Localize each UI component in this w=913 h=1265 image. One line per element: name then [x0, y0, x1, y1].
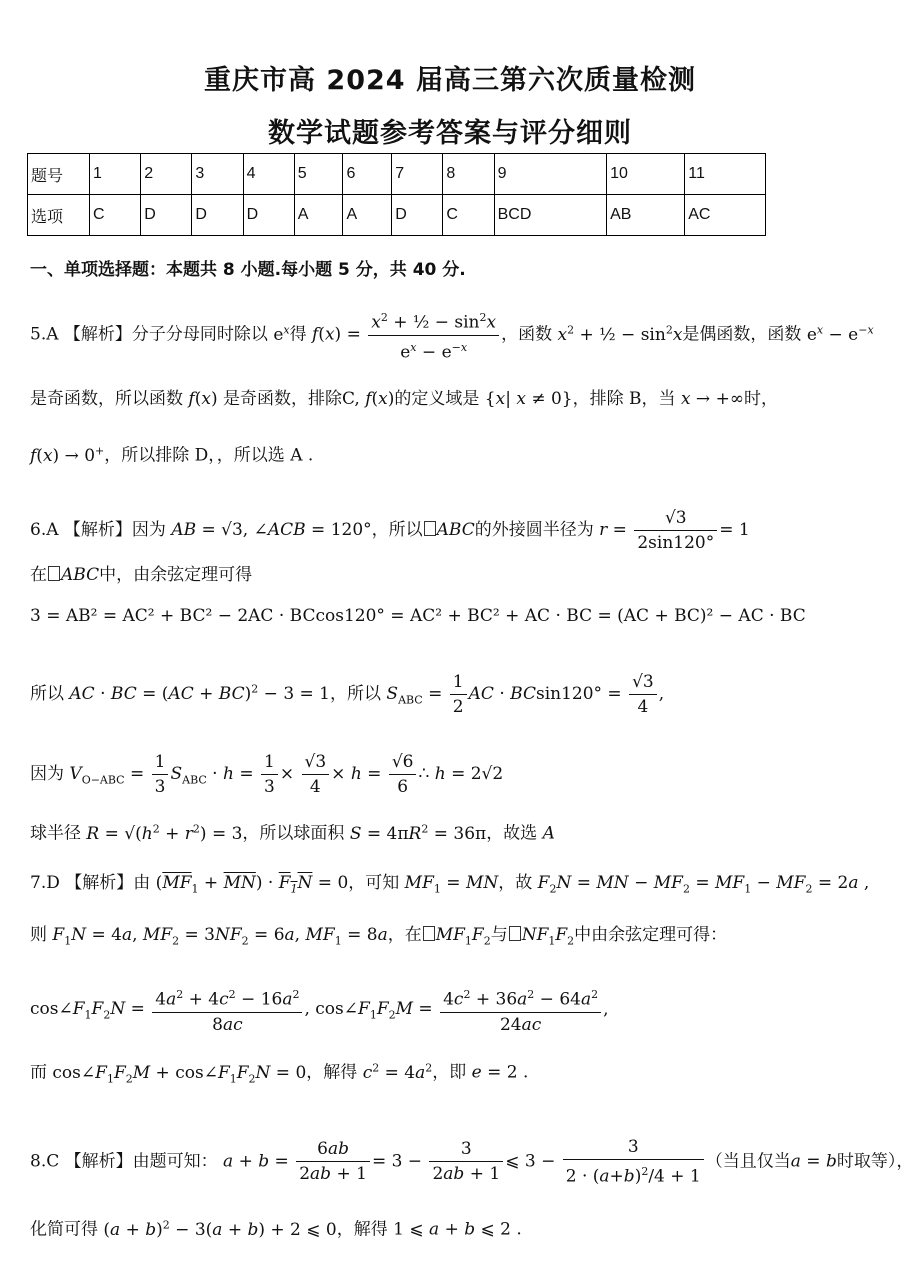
q6-line-3: 3 = AB² = AC² + BC² − 2AC · BCcos120° = AC² + BC² + AC · BC = (AC + BC)² − AC · BC [30, 606, 806, 626]
text-run: 则 [30, 925, 47, 945]
q7-line-1: 7.D 【解析】由 $(\overline{MF}_1 + \overline{MN}) \cdot F_1N = 0$，可知 $MF_1$ = MN，故 $F_2N$ = MN − $MF_2 = MF_1 - MF_2 = 2a$ , [30, 873, 870, 896]
text-run: 中由余弦定理可得： [574, 925, 728, 945]
question-label: 5.A [30, 324, 59, 345]
analysis-tag: 【解析】 [65, 873, 134, 893]
q7-line-2: 则 $F_1N = 4a$, $MF_2 = 3NF_2 = 6a$, $MF_1 = 8a$，在 $MF_1F_2$与 $NF_1F_2$中由余弦定理可得： [30, 925, 728, 948]
fraction: $\frac{3}{2 \cdot (a+b)^2/4 + 1}$ [563, 1135, 704, 1189]
text-run: 得 [289, 324, 307, 345]
text-run: 的定义域是 [394, 389, 480, 409]
analysis-tag: 【解析】 [64, 1151, 133, 1172]
fraction: $\frac{√3}{2\sin 120^\circ}$ [634, 506, 717, 555]
text-run: ，排除 [572, 389, 624, 409]
table-cell: 7 [392, 154, 443, 195]
text-run: ，所以选 [216, 445, 285, 466]
fraction: $\frac{1}{2}$ [450, 670, 467, 719]
text-run: 由 [133, 873, 151, 893]
table-cell: 9 [494, 154, 606, 195]
text-run: 分子分母同时除以 [131, 324, 268, 345]
table-cell: 5 [294, 154, 343, 195]
table-row-head: 选项 [28, 195, 90, 236]
text-run: ，函数 [501, 324, 553, 345]
q6-line-5: 因为 $V_{O-ABC}$ = $\frac{1}{3}$ $S_{ABC} \cdot h$ = $\frac{1}{3}$ × $\frac{√3}{4}$ × h = $\frac{√6}{6}$ ∴ h = 2√2 [30, 752, 504, 797]
fraction: $\frac{3}{2ab + 1}$ [429, 1137, 503, 1186]
q6-line-6: 球半径 $R = √(h^2 + r^2) = 3$，所以球面积 $S = 4\pi R^2 = 36\pi$，故选 A [30, 822, 555, 844]
text-run: 在 [30, 565, 47, 585]
analysis-tag: 【解析】 [63, 520, 132, 540]
page-title: 重庆市高 2024 届高三第六次质量检测 [204, 65, 696, 96]
table-cell: A [343, 195, 392, 236]
text-run: 的外接圆半径为 [474, 520, 594, 540]
text-run: ，当 [641, 389, 676, 409]
fraction: $\frac{x^2 + \frac{1}{2} - \sin^2x}{e^x - e^{-x}}$ [368, 306, 499, 364]
fraction: $\frac{1}{3}$ [261, 750, 278, 799]
q5-line-3: f(x) → 0+，所以排除 D，，所以选 A . [30, 444, 314, 466]
q8-line-1: 8.C 【解析】由题可知： a + b = $\frac{6ab}{2ab + 1}$ = 3 − $\frac{3}{2ab + 1}$ ⩽ 3 − $\frac{3}{2 \cdot (a+b)^2/4 + 1}$ （当且仅当a = b时取等）， [30, 1137, 913, 1187]
text-run: 化简可得 [30, 1219, 98, 1240]
table-cell: 11 [685, 154, 766, 195]
question-label: 6.A [30, 520, 59, 540]
table-cell: 10 [607, 154, 685, 195]
text-run: 因为 [30, 764, 64, 784]
text-run: 时， [744, 389, 778, 409]
text-run: ，故选 [486, 823, 538, 844]
table-cell: A [294, 195, 343, 236]
table-cell: D [192, 195, 243, 236]
text-run: ，解得 [336, 1219, 388, 1240]
table-cell: C [443, 195, 494, 236]
table-cell: D [243, 195, 294, 236]
text-run: ，所以 [371, 520, 423, 540]
fraction: $\frac{√3}{4}$ [629, 670, 657, 719]
triangle-symbol [48, 566, 60, 581]
triangle-symbol [423, 926, 435, 941]
text-run: ，可知 [348, 873, 400, 893]
analysis-tag: 【解析】 [63, 324, 132, 345]
question-label: 8.C [30, 1151, 60, 1172]
text-run: 是偶函数，函数 [682, 324, 802, 345]
fraction: $\frac{4c^2 + 36a^2 - 64a^2}{24ac}$ [440, 983, 601, 1037]
text-run: ，所以 [330, 684, 382, 704]
q5-line-2: 是奇函数，所以函数 f(x) 是奇函数，排除C, f(x)的定义域是 {x| x ≠ 0}，排除 B，当 x → +∞时， [30, 389, 778, 409]
table-row [28, 154, 766, 195]
triangle-symbol [424, 521, 436, 536]
q7-line-4: 而 $\cos\angle F_1F_2M$ + $\cos\angle F_1F_2N = 0$，解得 $c^2 = 4a^2$，即 e = 2 . [30, 1061, 529, 1086]
page-subtitle: 数学试题参考答案与评分细则 [268, 118, 632, 149]
text-run: ，在 [387, 925, 422, 945]
table-row [28, 195, 766, 236]
table-cell: 8 [443, 154, 494, 195]
fraction: $\frac{1}{3}$ [152, 750, 169, 799]
q7-line-3: $\cos\angle F_1F_2N$ = $\frac{4a^2 + 4c^2 - 16a^2}{8ac}$ , $\cos\angle F_1F_2M$ = $\frac{4c^2 + 36a^2 - 64a^2}{24ac}$ , [30, 983, 609, 1037]
text-run: 球半径 [30, 823, 81, 844]
text-run: ，所以排除 [104, 445, 190, 466]
q6-line-2: 在 ABC中，由余弦定理可得 [30, 565, 253, 585]
table-cell: AC [685, 195, 766, 236]
section-heading: 一、单项选择题：本题共 8 小题.每小题 5 分，共 40 分. [30, 260, 466, 280]
fraction: $\frac{4a^2 + 4c^2 - 16a^2}{8ac}$ [152, 983, 302, 1037]
text-run: 与 [490, 925, 508, 945]
table-cell: D [392, 195, 443, 236]
q6-line-1: 6.A 【解析】因为 AB = √3, ∠ACB = 120°，所以 ABC的外接圆半径为 r = $\frac{√3}{2\sin 120^\circ}$ = 1 [30, 508, 750, 553]
text-run: 中，由余弦定理可得 [99, 565, 253, 585]
text-run: 是奇函数，排除 [222, 389, 342, 409]
text-run: 由题可知： [132, 1151, 218, 1172]
fraction: $\frac{√6}{6}$ [389, 750, 417, 799]
text-run: 而 [30, 1062, 47, 1083]
text-run: ，所以球面积 [242, 823, 345, 844]
text-run: ，解得 [306, 1062, 358, 1083]
table-cell: D [141, 195, 192, 236]
text-run: 是奇函数，所以函数 [30, 389, 183, 409]
table-cell: 1 [90, 154, 141, 195]
triangle-symbol [509, 926, 521, 941]
answer-table [27, 153, 766, 236]
table-cell: 4 [243, 154, 294, 195]
table-cell: C [90, 195, 141, 236]
text-run: 时取等）， [836, 1151, 913, 1172]
table-row-head: 题号 [28, 154, 90, 195]
text-run: 所以 [30, 684, 64, 704]
text-run: 因为 [131, 520, 166, 540]
fraction: $\frac{√3}{4}$ [302, 750, 330, 799]
table-cell: AB [607, 195, 685, 236]
q5-line-1: 5.A 【解析】分子分母同时除以 $e^x$得 f(x) = $\frac{x^2 + \frac{1}{2} - \sin^2x}{e^x - e^{-x}}$ ，函数 $x^2$ + ½ − $\sin^2x$是偶函数，函数 $e^x - e^{-x}$ [30, 306, 874, 364]
text-run: ，即 [432, 1062, 467, 1083]
text-run: ，故 [498, 873, 533, 893]
q6-line-4: 所以 AC · BC = (AC + BC)$^2$ − 3 = 1，所以 $S_{ABC}$ = $\frac{1}{2}$ AC · BCsin120° = $\frac{√3}{4}$ , [30, 672, 665, 717]
table-cell: BCD [494, 195, 606, 236]
table-cell: 2 [141, 154, 192, 195]
question-label: 7.D [30, 873, 60, 893]
text-run: （当且仅当 [705, 1151, 791, 1172]
table-cell: 6 [343, 154, 392, 195]
fraction: $\frac{6ab}{2ab + 1}$ [296, 1137, 370, 1186]
q8-line-2: 化简可得 $(a + b)^2 - 3(a + b) + 2$ ⩽ 0，解得 1 ⩽ a + b ⩽ 2 . [30, 1218, 522, 1240]
table-cell: 3 [192, 154, 243, 195]
